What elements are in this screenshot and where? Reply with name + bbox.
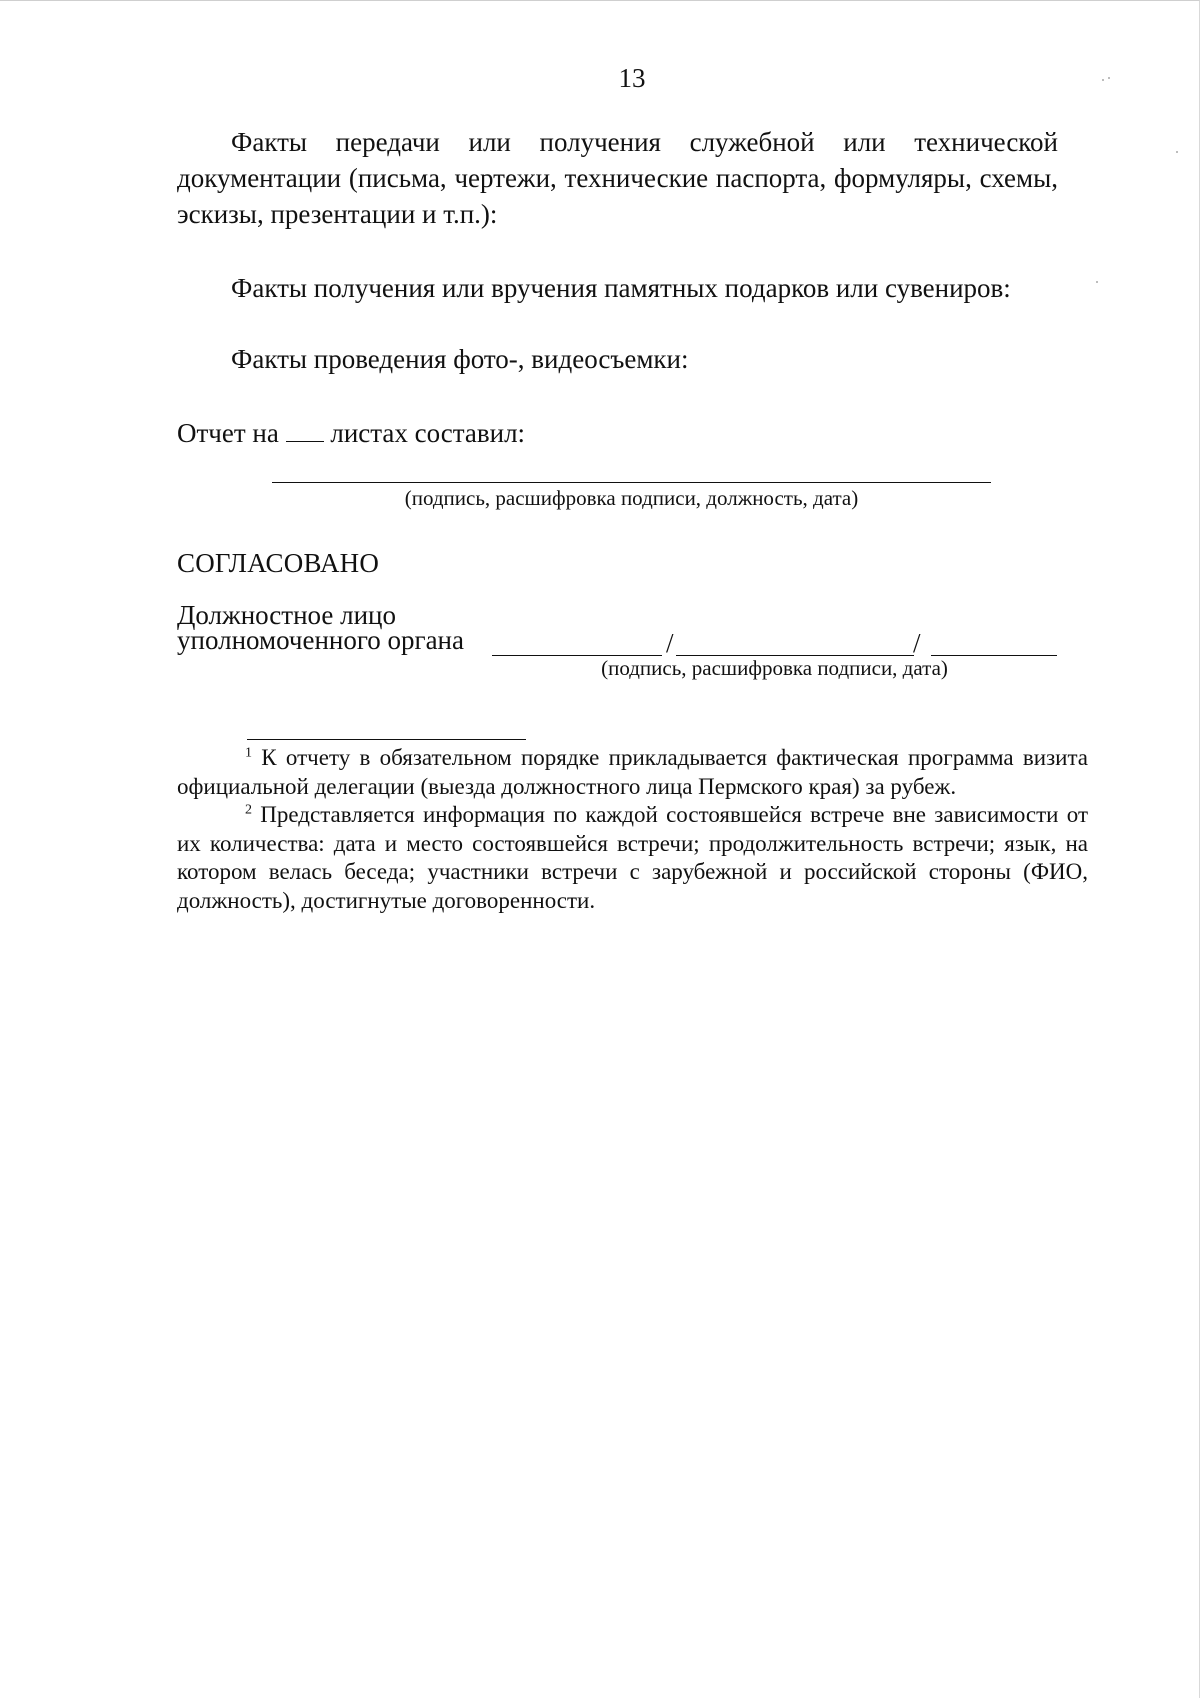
- slash-separator-2: /: [913, 628, 921, 658]
- report-line: [177, 415, 1058, 451]
- official-label: [177, 600, 464, 655]
- scan-speck: [1108, 77, 1110, 79]
- report-signature-caption: (подпись, расшифровка подписи, должность, дата): [404, 486, 859, 510]
- approval-heading: СОГЛАСОВАНО: [177, 548, 380, 578]
- official-label-line2: уполномоченного органа: [177, 625, 464, 655]
- slash-separator-1: /: [666, 628, 674, 658]
- footnotes: [177, 744, 1088, 915]
- scan-speck: [1176, 151, 1178, 153]
- footnote-2-mark: 2: [245, 802, 252, 818]
- footnote-1-mark: 1: [245, 745, 252, 761]
- footnote-1-text: К отчету в обязательном порядке прикладывается фактическая программа визита официальной делегации (выезда должностного лица Пермского края) за рубеж.: [177, 745, 1089, 799]
- footnote-separator: [247, 739, 526, 740]
- report-suffix: листах составил:: [330, 418, 526, 448]
- report-signature-line[interactable]: [272, 482, 991, 483]
- footnote-2: [177, 801, 1088, 915]
- section-photo: Факты проведения фото-, видеосъемки:: [231, 344, 689, 374]
- footnote-2-text: Представляется информация по каждой состоявшейся встрече вне зависимости от их количества: дата и место состоявшейся встречи; продолжительность встречи; язык, на котором велась беседа; участники встречи с зарубежной и российской стороны (ФИО, должность), достигнутые договоренности.: [177, 802, 1089, 913]
- scan-speck: [1102, 79, 1104, 81]
- footnote-1: [177, 744, 1088, 801]
- scan-speck: [1096, 281, 1098, 283]
- section-gifts: Факты получения или вручения памятных подарков или сувениров:: [231, 273, 1011, 303]
- report-prefix: Отчет на: [177, 418, 279, 448]
- section-tech-docs: Факты передачи или получения служебной или технической документации (письма, чертежи, технические паспорта, формуляры, схемы, эскизы, презентации и т.п.):: [177, 127, 1058, 229]
- page-number: 13: [618, 63, 646, 93]
- sheets-count-blank[interactable]: [286, 419, 324, 442]
- approval-signature-caption: (подпись, расшифровка подписи, дата): [601, 656, 948, 680]
- official-label-line1: Должностное лицо: [177, 600, 396, 630]
